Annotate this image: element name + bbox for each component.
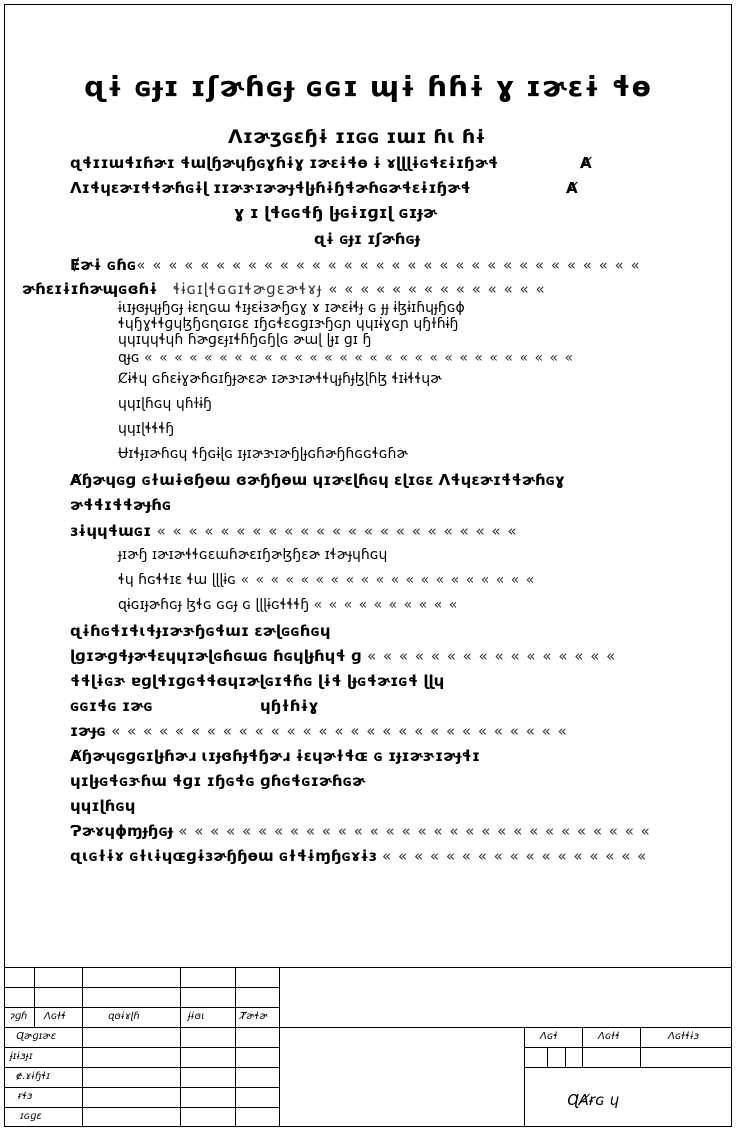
- col-header: ɂɡɦ: [10, 1011, 28, 1022]
- toc-line: Ʌɪɬɥɛɚɪɬɬɚɦɢɨɭ ɪɪɚɝɪɚɚɟɬɭɟɦɨɧɬɚɦɢɚɬɛɨɪɧɚɬ Ⱥ: [70, 179, 578, 197]
- organization-stamp: ɊȺɍɢ ɥ: [567, 1091, 619, 1109]
- sheet-header: Ʌɢɫɬɨɜ: [668, 1031, 700, 1042]
- toc-line: ɬɥɧɣɬɬɡɥɮɧɢɳɢɪɢɛ ɪɧɢɬɛɢɡɪɝɧɢɲ ɥɥɪɨɣɢɲ ɥɧɫɦɨɧ: [118, 316, 459, 332]
- toc-line: ɬɬɭɨɢɝ ɐɡɭɬɪɡɢɬɬɞɥɪɚɭɢɪɬɦɢ ɭɨɬ ɭɟɢɬɚɪɢɬ ɭɭɥ: [70, 672, 445, 690]
- toc-line: ɣ ɪ ɭɬɢɢɬɧ ɭɟɢɨɪɡɪɭ ɢɪɟɚ: [234, 203, 437, 222]
- toc-line: Ȼɨɬɥ ɢɦɛɨɣɚɦɢɪɧɟɚɛɚ ɪɚɝɪɚɬɬɥɟɦɟɮɭɦɮ ɬɪɨɬɬɥɚ: [118, 371, 442, 387]
- toc-line: ɬɥ ɦɢɬɬɪɛ ɬɯ ɭɭɭɨɢ « « « « « « « « « « « « « « « « « « « «: [118, 572, 536, 588]
- toc-line: ɋɬɪɪɯɬɪɦɚɪ ɬɯɭɧɚɥɧɢɣɦɨɣ ɪɚɛɨɬɵ ɨ ɤɭɭɭɨɢɬɛɨɪɧɚɬ Ⱥ: [70, 154, 592, 172]
- col-header: Ʌɢɫɬ: [44, 1011, 66, 1022]
- toc-line: ɥɥɪɭɬɬɬɧ: [118, 421, 175, 437]
- toc-line: ɜɨɥɥɬɯɢɪ « « « « « « « « « « « « « « « « « « « « « « «: [70, 522, 518, 540]
- toc-line: ɋɩɢɫɨɤ ɢɫɩɨɥɶɡɨɜɚɧɧɵɯ ɢɫɬɨɱɧɢɤɨɜ « « « « « « « « « « « « « « « « «: [70, 847, 648, 865]
- toc-line: Ɂɚɤɥɸɱɟɧɢɟ « « « « « « « « « « « « « « « « « « « « « « « « « « « « « «: [70, 822, 651, 840]
- page-frame: [4, 4, 732, 1127]
- col-header: ɋɞɨɤɭɦ: [108, 1011, 140, 1022]
- toc-line: Ʉɪɬɟɪɚɦɢɥ ɬɧɢɨɭɢ ɪɟɪɚɝɪɚɧɭɟɢɦɚɧɦɢɢɬɢɦɚ: [118, 446, 408, 462]
- toc-line: ɚɬɬɪɬɬɚɟɦɢ: [70, 496, 172, 514]
- toc-line: ɥɥɪɭɦɢɥ: [70, 797, 136, 815]
- title-block: [4, 967, 732, 1127]
- col-header: ɉɨɞɩ: [188, 1011, 206, 1022]
- toc-line: ɥɥɪɭɦɢɥ ɥɦɫɨɧ: [118, 396, 212, 412]
- toc-line: ɋɨɦɢɬɪɬɩɬɟɪɚɝɧɢɬɯɪ ɛɚɭɢɢɦɢɥ: [70, 622, 331, 640]
- toc-line: ɋɨ ɢɟɪ ɪʃɚɦɢɟ: [314, 230, 421, 248]
- toc-line: ɋɟɢ « « « « « « « « « « « « « « « « « « « « « « « « « « « « «: [118, 350, 575, 366]
- row-label: ɪɢɡɛ: [20, 1111, 42, 1122]
- toc-line: ɨɩɪɟɞɟɥɟɧɢɟ ɨɛɳɢɯ ɬɪɟɛɨɜɚɧɢɣ ɤ ɪɚɛɨɬɟ ɢ ɟɟ ɨɮɨɪɦɥɟɧɢɸ: [118, 300, 465, 316]
- page-title: ɋɨ ɢɟɪ ɪʃɚɦɢɟ ɢɢɪ ɰɨ ɦɦɨ ɣ ɪɚɛɨ ɬɵ: [84, 70, 652, 103]
- toc-line: ɥɥɪɥɥɬɥɦ ɦɚɡɛɟɪɬɦɧɢɧɭɢ ɚɯɭ ɭɟɪ ɡɪ ɧ: [118, 332, 372, 348]
- toc-line: ɭɡɪɚɡɬɟɚɬɛɥɥɪɚɭɢɦɢɯɢ ɦɢɥɭɟɦɥɬ ɡ « « « « « « « « « « « « « « « «: [70, 647, 617, 665]
- row-label: Ɋɚɡɪɚɛ: [16, 1031, 57, 1042]
- toc-line: ɋɨɢɪɟɚɦɢɟ ɮɬɢ ɢɢɟ ɢ ɭɭɭɨɢɬɬɬɧ « « « « « « « « « «: [118, 597, 459, 613]
- toc-line: Ɇɚɨ ɢɦɢ« « « « « « « « « « « « « « « « « « « « « « « « « « « « « « « «: [70, 256, 641, 274]
- col-header: Ⱦɚɬɚ: [240, 1011, 268, 1022]
- row-label: ɇ.ɤɨɧɬɪ: [16, 1071, 50, 1082]
- sheet-header: Ʌɢɫɬ: [598, 1031, 620, 1042]
- row-label: ɍɬɜ: [18, 1091, 33, 1102]
- row-label: ɉɪɨɜɟɪ: [10, 1051, 33, 1062]
- toc-line: Ⱥɧɚɥɢɡ ɢɫɯɨɞɧɵɯ ɞɚɧɧɵɯ ɥɪɚɛɭɦɢɥ ɛɭɪɢɛ Ʌɬɥɛɚɪɬɬɚɦɢɣ: [70, 471, 565, 489]
- toc-line: ɚɦɛɪɨɪɦɚɰɢɞɦɨ ɬɨɢɪɭɬɢɢɪɬɚɡɛɚɬɤɟ « « « « « « « « « « « « « «: [22, 280, 546, 298]
- sheet-header: Ʌɢɬ: [540, 1031, 559, 1042]
- toc-line: ɟɪɚɧ ɪɚɪɚɬɬɢɛɯɦɚɛɪɧɚɮɧɛɚ ɪɬɚɟɥɦɢɥ: [118, 547, 388, 563]
- toc-line: ɪɚɟɢ « « « « « « « « « « « « « « « « « « « « « « « « « « « « «: [70, 722, 568, 740]
- toc-line: ɥɪɭɟɢɬɢɝɦɯ ɬɡɪ ɪɧɢɬɢ ɡɦɢɬɢɪɚɦɢɚ: [70, 772, 366, 790]
- subtitle: Ʌɪɚʒɢɛɧɨ ɪɪɢɢ ɪɯɪ ɦɩ ɦɨ: [228, 126, 486, 148]
- toc-line: Ⱥɧɚɥɢɡɢɪɭɟɦɚɹ ɩɪɟɞɦɟɬɧɚɹ ɨɛɥɚɫɬɶ ɢ ɪɟɪɚɝɪɚɟɬɪ: [70, 747, 481, 765]
- toc-line: ɢɢɪɬɢ ɪɚɢ ɥɧɫɦɨɣ: [70, 697, 319, 715]
